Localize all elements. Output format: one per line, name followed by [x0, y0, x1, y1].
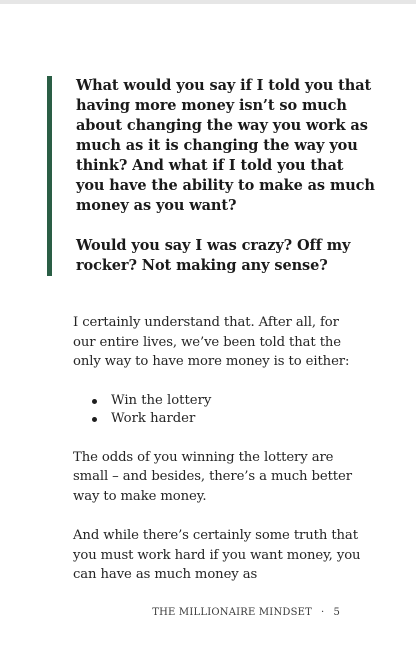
footer-book-title: THE MILLIONAIRE MINDSET: [152, 607, 313, 618]
page-footer: [152, 607, 340, 618]
bullet-dot-icon: [92, 417, 97, 422]
pull-quote-paragraph-1: What would you say if I told you that having more money isn’t so much about changing the way you work as much as it is changing the way you think? And what if I told you that you have the ability to make as much money as you want?: [76, 77, 375, 214]
body-paragraph-1: I certainly understand that. After all, for our entire lives, we’ve been told that the only way to have more money is to either:: [73, 315, 350, 369]
bullet-item-label: Win the lottery: [111, 392, 212, 408]
body-paragraph-3: And while there’s certainly some truth that you must work hard if you want money, you can have as much money as: [73, 528, 361, 582]
body-paragraph-2: The odds of you winning the lottery are small – and besides, there’s a much better way to make money.: [73, 449, 352, 504]
bullet-list: [73, 392, 363, 428]
pull-quote: [47, 76, 376, 276]
footer-separator: ·: [321, 607, 325, 618]
bullet-dot-icon: [92, 399, 97, 404]
body-text: [73, 313, 363, 585]
pull-quote-paragraph-2: Would you say I was crazy? Off my rocker? Not making any sense?: [76, 237, 351, 274]
bullet-item: [73, 392, 363, 410]
footer-page-number: 5: [333, 607, 340, 618]
bullet-item-label: Work harder: [111, 410, 196, 426]
bullet-item: [73, 410, 363, 428]
